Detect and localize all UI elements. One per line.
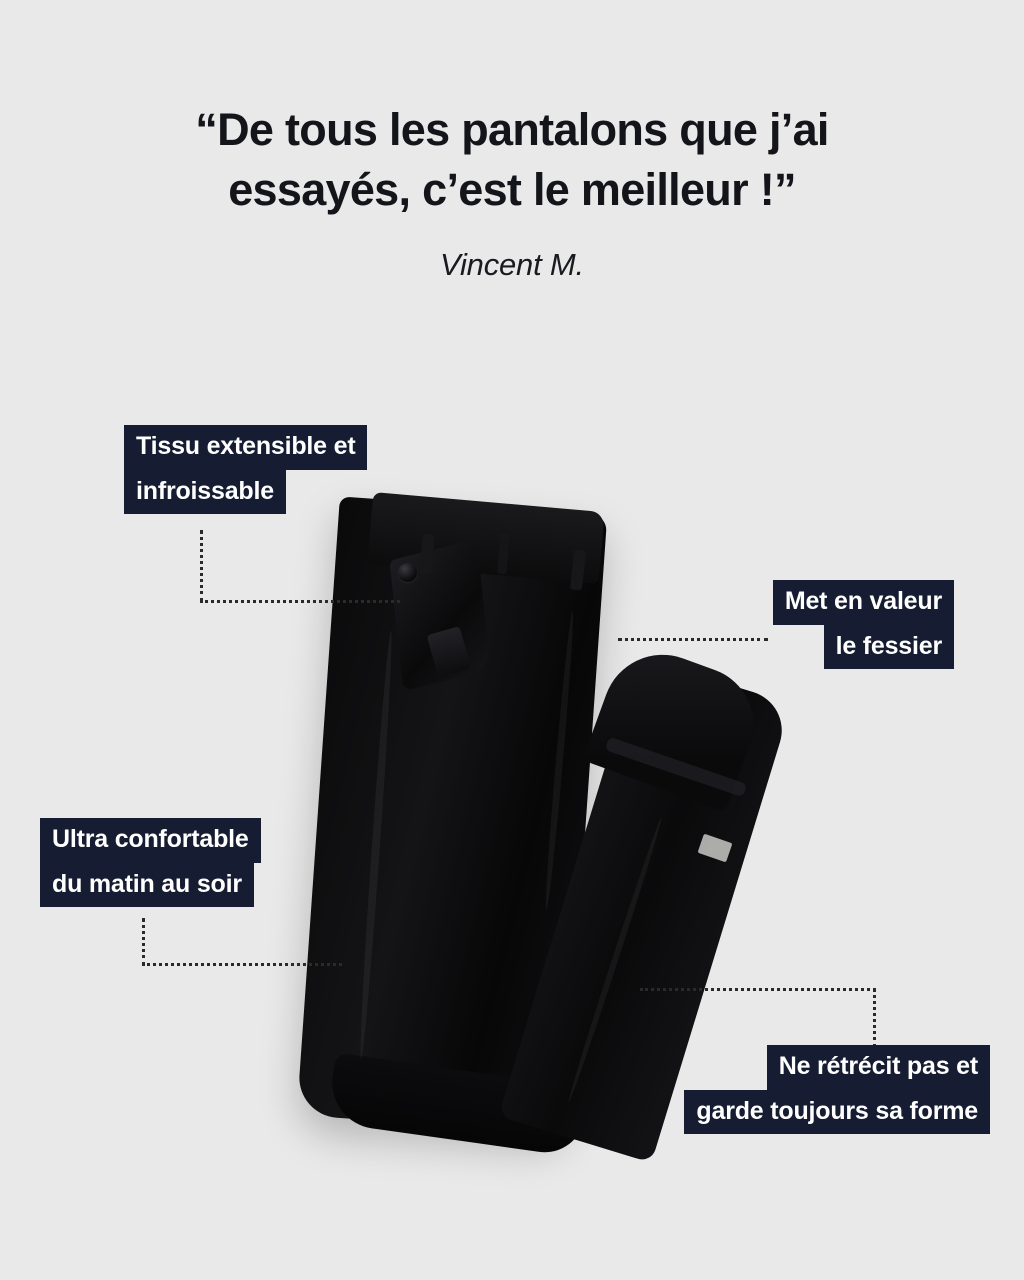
callout-connector-shape-vertical [873,988,876,1048]
callout-connector-fabric-vertical [200,530,203,602]
callout-connector-comfort-vertical [142,918,145,966]
testimonial-author: Vincent M. [440,246,584,282]
callout-connector-shape-horizontal [640,988,876,991]
callout-fabric-line-2: infroissable [124,470,286,515]
callout-connector-fabric-horizontal [200,600,400,603]
callout-fit [648,580,954,669]
callout-fabric [124,425,424,514]
callout-fabric-line-1: Tissu extensible et [124,425,367,470]
callout-fit-line-1: Met en valeur [773,580,954,625]
callout-comfort-line-2: du matin au soir [40,863,254,908]
trouser-button-icon [398,563,417,582]
callout-connector-comfort-horizontal [142,963,342,966]
callout-comfort [40,818,322,907]
testimonial-quote: “De tous les pantalons que j’ai essayés, c’est le meilleur !” [195,104,829,216]
callout-shape-line-1: Ne rétrécit pas et [767,1045,990,1090]
callout-shape [600,1045,990,1134]
callout-shape-line-2: garde toujours sa forme [684,1090,990,1135]
callout-comfort-line-1: Ultra confortable [40,818,261,863]
testimonial-block [0,100,1024,283]
callout-fit-line-2: le fessier [824,625,954,670]
